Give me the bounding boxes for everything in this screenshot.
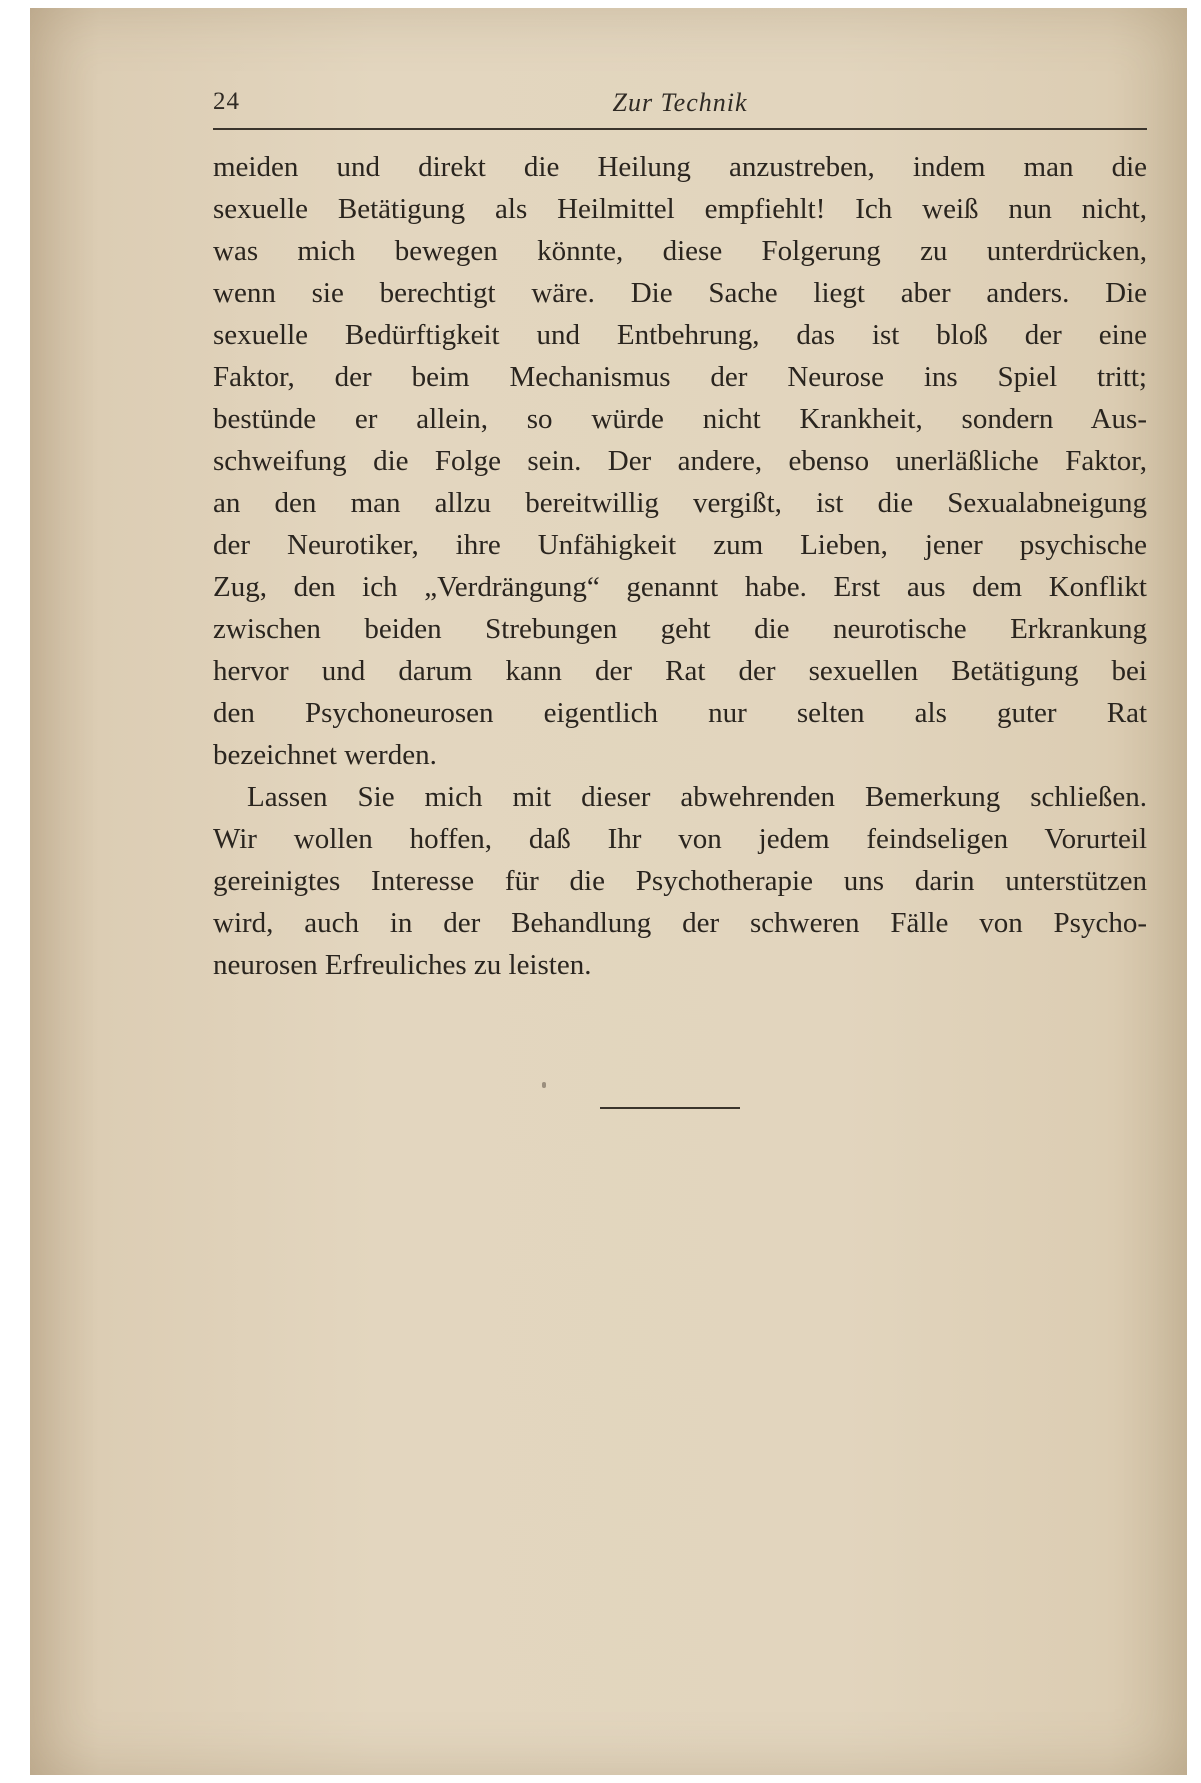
page-number: 24 bbox=[213, 88, 240, 115]
ink-speck bbox=[542, 1082, 546, 1088]
paragraph-1 bbox=[213, 146, 1147, 776]
text-line: meiden und direkt die Heilung anzustreben, indem man die bbox=[213, 151, 1147, 183]
text-line: sexuelle Betätigung als Heilmittel empfiehlt! Ich weiß nun nicht, bbox=[213, 193, 1147, 225]
body-text bbox=[213, 146, 1147, 986]
running-head: Zur Technik bbox=[612, 88, 748, 117]
text-line: Lassen Sie mich mit dieser abwehrenden Bemerkung schließen. bbox=[247, 781, 1147, 813]
paragraph-2 bbox=[213, 776, 1147, 986]
text-line: sexuelle Bedürftigkeit und Entbehrung, das ist bloß der eine bbox=[213, 319, 1147, 351]
text-line: Zug, den ich „Verdrängung“ genannt habe. Erst aus dem Konflikt bbox=[213, 571, 1147, 603]
text-line: bezeichnet werden. bbox=[213, 739, 437, 771]
header-rule bbox=[213, 128, 1147, 130]
text-line: neurosen Erfreuliches zu leisten. bbox=[213, 949, 592, 981]
end-rule bbox=[600, 1107, 740, 1109]
text-line: den Psychoneurosen eigentlich nur selten als guter Rat bbox=[213, 697, 1147, 729]
text-line: wird, auch in der Behandlung der schweren Fälle von Psycho- bbox=[213, 907, 1147, 939]
text-line: der Neurotiker, ihre Unfähigkeit zum Lieben, jener psychische bbox=[213, 529, 1147, 561]
page-header bbox=[213, 82, 1147, 126]
text-line: bestünde er allein, so würde nicht Krankheit, sondern Aus- bbox=[213, 403, 1147, 435]
text-line: an den man allzu bereitwillig vergißt, ist die Sexualabneigung bbox=[213, 487, 1147, 519]
text-line: gereinigtes Interesse für die Psychotherapie uns darin unterstützen bbox=[213, 865, 1147, 897]
text-line: Wir wollen hoffen, daß Ihr von jedem feindseligen Vorurteil bbox=[213, 823, 1147, 855]
text-line: was mich bewegen könnte, diese Folgerung zu unterdrücken, bbox=[213, 235, 1147, 267]
text-line: schweifung die Folge sein. Der andere, ebenso unerläßliche Faktor, bbox=[213, 445, 1147, 477]
text-line: wenn sie berechtigt wäre. Die Sache liegt aber anders. Die bbox=[213, 277, 1147, 309]
text-line: Faktor, der beim Mechanismus der Neurose ins Spiel tritt; bbox=[213, 361, 1147, 393]
text-line: hervor und darum kann der Rat der sexuellen Betätigung bei bbox=[213, 655, 1147, 687]
text-line: zwischen beiden Strebungen geht die neurotische Erkrankung bbox=[213, 613, 1147, 645]
